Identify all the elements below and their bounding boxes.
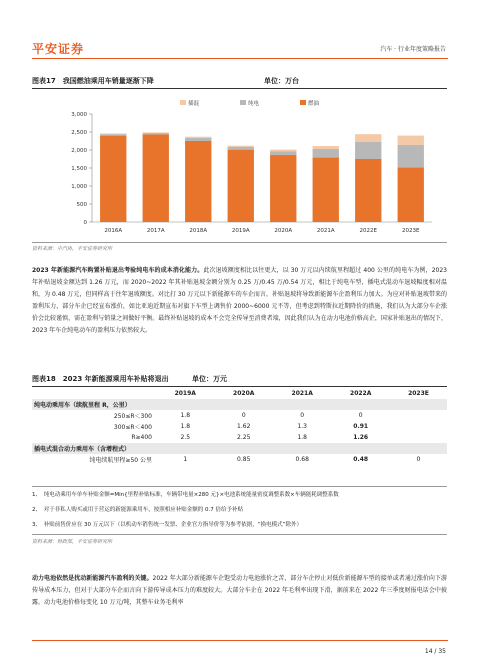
figure17-source: 资料来源：中汽协，平安证券研究所 — [32, 246, 113, 252]
section-bev-label: 纯电动乘用车（续航里程 R，公里） — [32, 399, 447, 410]
table-header-cell — [32, 388, 156, 399]
bar-插混-2020A — [270, 150, 296, 152]
table-cell: 1.8 — [180, 412, 191, 419]
bar-燃油-2019A — [228, 150, 254, 222]
legend-label: 燃油 — [308, 101, 320, 107]
bar-纯电-2018A — [185, 138, 211, 141]
bar-插混-2023E — [398, 136, 424, 145]
paragraph-battery-lead: 动力电池依然是扰动新能源汽车盈利的关键。 — [32, 575, 153, 582]
bar-燃油-2022E — [355, 159, 381, 222]
y-tick-label: 1,000 — [71, 184, 87, 190]
x-tick-label: 2017A — [146, 228, 165, 234]
bar-燃油-2023E — [398, 167, 424, 222]
table-header-cell: 2023E — [408, 390, 429, 397]
bar-纯电-2021A — [313, 149, 339, 158]
table18-source-rule — [32, 534, 447, 535]
figure17-chart — [32, 92, 447, 240]
x-tick-label: 2016A — [104, 228, 123, 234]
table18-unit: 单位：万元 — [192, 375, 227, 383]
bar-纯电-2020A — [270, 151, 296, 155]
bar-燃油-2020A — [270, 155, 296, 222]
figure17-unit: 单位：万台 — [264, 77, 299, 85]
x-tick-label: 2021A — [316, 228, 335, 234]
table-cell: 0.91 — [353, 423, 369, 430]
y-tick-label: 0 — [83, 220, 87, 226]
table-cell — [390, 410, 447, 421]
subsidy-table — [32, 388, 447, 465]
bar-燃油-2021A — [313, 158, 339, 222]
table-cell: 0 — [358, 412, 363, 419]
bar-插混-2019A — [228, 146, 254, 147]
table-cell — [390, 421, 447, 432]
legend-label: 插混 — [188, 101, 200, 107]
table-row — [32, 454, 447, 465]
bar-插混-2022E — [355, 134, 381, 142]
paragraph-subsidy-lead: 2023 年新能源汽车购置补贴退出考验纯电车的成本消化能力。 — [32, 267, 204, 274]
table-cell: 1.8 — [180, 423, 191, 430]
row-label: R≥400 — [131, 434, 152, 441]
bar-燃油-2017A — [143, 135, 169, 222]
table18-note: 1、 纯电动乘用车单车补贴金额=Min{里程补贴标准，车辆带电量×280 元}×电池系统能量密度调整系数×车辆能耗调整系数 — [32, 492, 339, 498]
table-cell — [390, 432, 447, 443]
table18-note: 3、 补贴前售价应在 30 万元以下（以机动车销售统一发票、企业官方指导价等为参考依据，“换电模式”除外） — [32, 522, 302, 528]
table-cell: 1.3 — [297, 423, 307, 430]
bar-纯电-2019A — [228, 147, 254, 150]
y-tick-label: 2,500 — [71, 130, 87, 136]
bar-插混-2018A — [185, 137, 211, 138]
figure17-title: 图表17 我国燃油乘用车销量逐渐下降 — [32, 77, 154, 85]
table-header-cell: 2020A — [233, 390, 255, 397]
footer-divider — [32, 640, 448, 641]
section-phev-label: 插电式混合动力乘用车（含增程式） — [32, 443, 447, 454]
paragraph-subsidy — [32, 265, 447, 337]
bar-纯电-2016A — [100, 134, 126, 135]
table-row — [32, 421, 447, 432]
page-header — [0, 0, 480, 60]
x-tick-label: 2018A — [189, 228, 208, 234]
y-tick-label: 500 — [76, 202, 87, 208]
bar-插混-2017A — [143, 132, 169, 133]
legend-swatch-插混 — [180, 100, 186, 105]
header-divider — [32, 58, 448, 59]
table18-source: 资料来源：财政部，平安证券研究所 — [32, 539, 113, 545]
table-cell: 0 — [241, 412, 246, 419]
bar-纯电-2022E — [355, 142, 381, 159]
legend-swatch-燃油 — [300, 100, 306, 105]
table-header-cell: 2022A — [350, 390, 372, 397]
table-cell: 1 — [183, 456, 188, 463]
table-cell: 0 — [300, 412, 305, 419]
row-label: 300≤R＜400 — [113, 424, 152, 431]
x-tick-label: 2019A — [231, 228, 250, 234]
table-cell: 0.85 — [237, 456, 251, 463]
table-section-row — [32, 399, 447, 410]
table-row — [32, 432, 447, 443]
bar-插混-2016A — [100, 133, 126, 134]
y-tick-label: 1,500 — [71, 166, 87, 172]
bar-插混-2021A — [313, 146, 339, 149]
paragraph-battery — [32, 573, 447, 609]
row-label: 250≤R＜300 — [113, 413, 152, 420]
bar-燃油-2018A — [185, 141, 211, 222]
table-header-row — [32, 388, 447, 399]
x-tick-label: 2020A — [274, 228, 293, 234]
bar-燃油-2016A — [100, 136, 126, 222]
table-cell: 0 — [416, 456, 421, 463]
figure17-top-rule — [32, 88, 447, 89]
table-cell: 1.8 — [297, 434, 307, 441]
table-cell: 2.25 — [237, 434, 251, 441]
table18-title: 图表18 2023 年新能源乘用车补贴将退出 — [32, 375, 169, 383]
table18-bottom-rule — [32, 486, 447, 487]
bar-纯电-2023E — [398, 145, 424, 167]
figure17-title-row — [32, 76, 447, 86]
table-row — [32, 410, 447, 421]
y-tick-label: 3,000 — [71, 112, 87, 118]
x-tick-label: 2023E — [402, 228, 420, 234]
y-tick-label: 2,000 — [71, 148, 87, 154]
table18-top-rule — [32, 386, 447, 387]
table-cell: 1.26 — [353, 434, 369, 441]
table18-note: 2、 对于非私人购买或用于营运的新能源乘用车，按照相应补贴金额的 0.7 倍给予补贴 — [32, 507, 243, 513]
table-cell: 1.62 — [237, 423, 251, 430]
paragraph-battery-body: 2022 年大部分新能源车企饱受动力电池涨价之苦，部分车企停止对低价新能源车型的接单或者通过涨价向下游传导成本压力，但对于大部分车企而言向下游传导成本压力的难度较大。大部分车企在 2022 年毛利率出现下滑，据前来在 2022 年三季度财报电话会中披露，动力电池价格每变化 10 万元/吨，其整车业务毛利率 — [32, 575, 447, 606]
brand-logo: 平安证券 — [32, 42, 85, 56]
table-cell: 0.68 — [295, 456, 309, 463]
x-tick-label: 2022E — [359, 228, 377, 234]
paragraph-subsidy-body: 此次退坡额度相比以往更大，以 30 万元以内续航里程超过 400 公里的纯电车为例，2023 年补贴退坡金额达到 1.26 万元，而 2020~2022 年其补贴退坡金额分别为 0.25 万/0.45 万/0.54 万元，相比于纯电车型，插电式混动车退坡幅度相对温和，为 0.48 万元，但同样高于往年退坡额度。对比打 30 万元以下新能源车的车企而言，补贴退坡将导致新能源车企盈利压力加大。为应对补贴退坡带来的盈利压力，部分车企已经宣布涨价，如比亚迪近期宣布对旗下车型上调售价 2000~6000 元不等，但考虑到特斯拉近期降价的措施，我们认为大部分车企涨价会比较谨慎，需在盈利与销量之间做好平衡。最终补贴退坡的成本不会完全传导至消费者端，因此我们认为在动力电池价格高企，国家补贴退出的情况下，2023 年车企纯电动车的盈利压力依然较大。 — [32, 267, 447, 334]
legend-swatch-纯电 — [240, 100, 246, 105]
table-header-cell: 2021A — [291, 390, 313, 397]
legend-label: 纯电 — [248, 101, 260, 107]
page-number: 14 / 35 — [424, 648, 446, 655]
table-header-cell: 2019A — [174, 390, 196, 397]
table-section-row — [32, 443, 447, 454]
row-label: 纯电续航里程≥50 公里 — [89, 457, 152, 464]
table18-title-row — [32, 374, 447, 384]
bar-纯电-2017A — [143, 133, 169, 134]
figure17-bottom-rule — [32, 242, 447, 243]
report-category: 汽车 · 行业年度策略报告 — [380, 46, 446, 53]
table-cell: 2.5 — [180, 434, 191, 441]
table-cell: 0.48 — [353, 456, 369, 463]
